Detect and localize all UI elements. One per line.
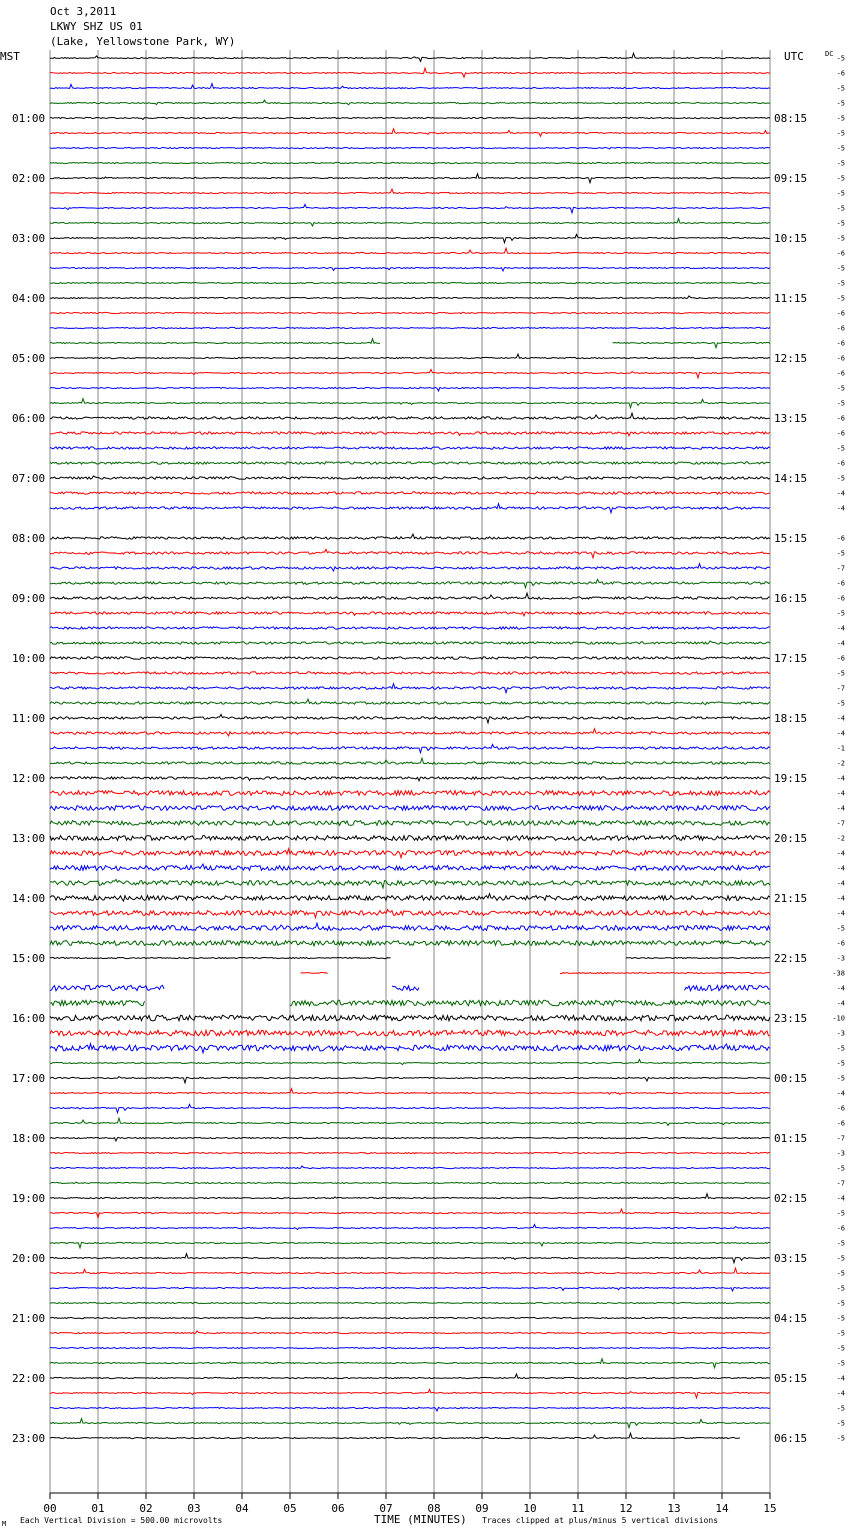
row-offset-label: -6 xyxy=(836,1224,845,1233)
trace-line xyxy=(50,864,770,870)
trace-line xyxy=(50,641,770,644)
x-tick-label: 14 xyxy=(715,1502,729,1515)
row-offset-label: -1 xyxy=(836,744,845,753)
row-offset-label: -5 xyxy=(836,609,845,618)
trace-line xyxy=(50,462,770,464)
utc-hour-label: 00:15 xyxy=(774,1072,808,1085)
row-offset-label: -4 xyxy=(836,774,845,783)
row-offset-label: -6 xyxy=(836,69,845,78)
trace-line xyxy=(50,447,770,449)
x-tick-label: 07 xyxy=(379,1502,393,1515)
mst-hour-label: 07:00 xyxy=(12,472,46,485)
row-offset-label: -5 xyxy=(836,129,845,138)
trace-line xyxy=(50,836,770,841)
trace-line xyxy=(301,972,771,973)
row-offset-label: -4 xyxy=(836,729,845,738)
trace-line xyxy=(50,549,770,558)
utc-hour-label: 13:15 xyxy=(774,412,808,425)
row-offset-label: -5 xyxy=(836,234,845,243)
row-offset-label: -4 xyxy=(836,894,845,903)
row-offset-label: -7 xyxy=(836,564,845,573)
row-offset-label: -5 xyxy=(836,384,845,393)
trace-line xyxy=(50,282,770,283)
row-offset-label: -6 xyxy=(836,579,845,588)
row-offset-label: -5 xyxy=(836,1254,845,1263)
row-offset-label: -5 xyxy=(836,1329,845,1338)
row-offset-label: -5 xyxy=(836,1359,845,1368)
trace-line xyxy=(50,923,770,930)
utc-hour-label: 17:15 xyxy=(774,652,808,665)
row-offset-label: -5 xyxy=(836,1419,845,1428)
trace-line xyxy=(50,849,770,858)
trace-line xyxy=(50,1000,770,1006)
row-offset-label: -5 xyxy=(836,1284,845,1293)
row-offset-label: -38 xyxy=(832,969,845,978)
trace-line xyxy=(50,1317,770,1318)
utc-hour-label: 12:15 xyxy=(774,352,808,365)
trace-line xyxy=(50,476,770,479)
trace-line xyxy=(50,1347,770,1348)
row-offset-label: -7 xyxy=(836,819,845,828)
trace-line xyxy=(50,612,770,616)
x-tick-label: 08 xyxy=(427,1502,441,1515)
row-offset-label: -5 xyxy=(836,549,845,558)
row-offset-label: -10 xyxy=(832,1014,845,1023)
utc-hour-label: 10:15 xyxy=(774,232,808,245)
mst-hour-label: 16:00 xyxy=(12,1012,46,1025)
row-offset-label: -5 xyxy=(836,84,845,93)
trace-line xyxy=(50,672,770,674)
row-offset-label: -5 xyxy=(836,144,845,153)
trace-line xyxy=(50,413,770,419)
utc-hour-label: 19:15 xyxy=(774,772,808,785)
utc-hour-label: 23:15 xyxy=(774,1012,808,1025)
trace-line xyxy=(50,1166,770,1169)
scale-note: Each Vertical Division = 500.00 microvolts xyxy=(20,1516,223,1525)
trace-line xyxy=(50,1044,770,1053)
trace-line xyxy=(50,657,770,659)
trace-line xyxy=(50,1077,770,1083)
trace-line xyxy=(50,714,770,723)
mst-label: MST xyxy=(0,50,20,63)
trace-line xyxy=(50,879,770,888)
axis-labels xyxy=(12,55,845,1516)
trace-line xyxy=(50,777,770,781)
trace-line xyxy=(50,1104,770,1112)
utc-hour-label: 02:15 xyxy=(774,1192,808,1205)
trace-line xyxy=(50,744,770,752)
row-offset-label: -5 xyxy=(836,474,845,483)
trace-line xyxy=(50,1015,770,1021)
row-offset-label: -4 xyxy=(836,789,845,798)
trace-line xyxy=(50,1118,770,1125)
row-offset-label: -5 xyxy=(836,1209,845,1218)
trace-line xyxy=(50,100,770,105)
trace-line xyxy=(50,699,770,705)
row-offset-label: -5 xyxy=(836,294,845,303)
row-offset-label: -5 xyxy=(836,99,845,108)
mst-hour-label: 02:00 xyxy=(12,172,46,185)
x-axis-title: TIME (MINUTES) xyxy=(374,1513,467,1526)
row-offset-label: -5 xyxy=(836,1044,845,1053)
row-offset-label: -6 xyxy=(836,429,845,438)
row-offset-label: -6 xyxy=(836,534,845,543)
mst-hour-label: 10:00 xyxy=(12,652,46,665)
row-offset-label: -4 xyxy=(836,864,845,873)
trace-line xyxy=(50,791,770,796)
trace-line xyxy=(50,129,770,137)
row-offset-label: -7 xyxy=(836,1134,845,1143)
row-offset-label: -5 xyxy=(836,399,845,408)
traces xyxy=(50,53,770,1439)
trace-line xyxy=(50,296,770,299)
trace-line xyxy=(50,1059,770,1064)
row-offset-label: -5 xyxy=(836,699,845,708)
x-tick-label: 09 xyxy=(475,1502,489,1515)
mst-hour-label: 17:00 xyxy=(12,1072,46,1085)
trace-line xyxy=(50,1152,770,1153)
utc-hour-label: 14:15 xyxy=(774,472,808,485)
row-offset-label: -2 xyxy=(836,834,845,843)
utc-hour-label: 01:15 xyxy=(774,1132,808,1145)
row-offset-label: -5 xyxy=(836,444,845,453)
mst-hour-label: 18:00 xyxy=(12,1132,46,1145)
row-offset-label: -4 xyxy=(836,804,845,813)
trace-line xyxy=(50,312,770,313)
trace-line xyxy=(50,1302,770,1303)
row-offset-label: -6 xyxy=(836,309,845,318)
trace-line xyxy=(50,327,770,329)
trace-line xyxy=(50,219,770,226)
mst-hour-label: 06:00 xyxy=(12,412,46,425)
trace-line xyxy=(50,1359,770,1368)
corner-mark: M xyxy=(2,1520,7,1528)
trace-line xyxy=(50,729,770,736)
row-offset-label: -5 xyxy=(836,54,845,63)
utc-hour-label: 20:15 xyxy=(774,832,808,845)
utc-hour-label: 08:15 xyxy=(774,112,808,125)
row-offset-label: -5 xyxy=(836,189,845,198)
mst-hour-label: 03:00 xyxy=(12,232,46,245)
row-offset-label: -7 xyxy=(836,1179,845,1188)
mst-hour-label: 09:00 xyxy=(12,592,46,605)
trace-line xyxy=(50,1419,770,1428)
utc-hour-label: 18:15 xyxy=(774,712,808,725)
mst-hour-label: 11:00 xyxy=(12,712,46,725)
trace-line xyxy=(50,162,770,163)
mst-hour-label: 20:00 xyxy=(12,1252,46,1265)
trace-line xyxy=(50,1089,770,1095)
dc-label: DC xyxy=(825,50,834,58)
trace-line xyxy=(50,1209,770,1218)
trace-line xyxy=(50,147,770,149)
row-offset-label: -4 xyxy=(836,624,845,633)
trace-line xyxy=(50,339,770,348)
x-tick-label: 12 xyxy=(619,1502,633,1515)
trace-line xyxy=(50,941,770,946)
row-offset-label: -4 xyxy=(836,504,845,513)
trace-line xyxy=(50,909,770,917)
trace-line xyxy=(50,806,770,811)
row-offset-label: -5 xyxy=(836,174,845,183)
x-tick-label: 02 xyxy=(139,1502,153,1515)
trace-line xyxy=(50,593,770,599)
x-tick-label: 06 xyxy=(331,1502,345,1515)
utc-hour-label: 22:15 xyxy=(774,952,808,965)
trace-line xyxy=(50,534,770,539)
mst-hour-label: 21:00 xyxy=(12,1312,46,1325)
row-offset-label: -4 xyxy=(836,1089,845,1098)
clip-note: Traces clipped at plus/minus 5 vertical divisions xyxy=(482,1516,719,1525)
row-offset-label: -6 xyxy=(836,354,845,363)
trace-line xyxy=(50,1287,770,1291)
row-offset-label: -4 xyxy=(836,489,845,498)
trace-line xyxy=(50,1254,770,1263)
trace-line xyxy=(50,399,770,408)
row-offset-label: -6 xyxy=(836,1104,845,1113)
trace-line xyxy=(50,758,770,764)
row-offset-label: -6 xyxy=(836,324,845,333)
mst-hour-label: 22:00 xyxy=(12,1372,46,1385)
row-offset-label: -5 xyxy=(836,114,845,123)
trace-line xyxy=(50,985,770,991)
utc-hour-label: 16:15 xyxy=(774,592,808,605)
mst-hour-label: 08:00 xyxy=(12,532,46,545)
trace-line xyxy=(50,684,770,693)
utc-hour-label: 03:15 xyxy=(774,1252,808,1265)
mst-hour-label: 23:00 xyxy=(12,1432,46,1445)
trace-line xyxy=(50,1268,770,1273)
row-offset-label: -6 xyxy=(836,939,845,948)
row-offset-label: -5 xyxy=(836,1074,845,1083)
row-offset-label: -5 xyxy=(836,1059,845,1068)
trace-line xyxy=(50,564,770,571)
trace-line xyxy=(50,68,770,77)
mst-hour-label: 14:00 xyxy=(12,892,46,905)
row-offset-label: -6 xyxy=(836,369,845,378)
mst-hour-label: 15:00 xyxy=(12,952,46,965)
trace-line xyxy=(50,1374,770,1379)
row-offset-label: -6 xyxy=(836,414,845,423)
trace-line xyxy=(50,1331,770,1334)
x-tick-label: 15 xyxy=(763,1502,777,1515)
row-offset-label: -3 xyxy=(836,954,845,963)
trace-line xyxy=(50,492,770,494)
trace-line xyxy=(50,84,770,89)
row-offset-label: -5 xyxy=(836,1239,845,1248)
row-offset-label: -5 xyxy=(836,264,845,273)
mst-hour-label: 12:00 xyxy=(12,772,46,785)
row-offset-label: -4 xyxy=(836,909,845,918)
row-offset-label: -5 xyxy=(836,1344,845,1353)
row-offset-label: -6 xyxy=(836,459,845,468)
trace-line xyxy=(50,1242,770,1248)
trace-line xyxy=(50,579,770,587)
row-offset-label: -4 xyxy=(836,999,845,1008)
row-offset-label: -4 xyxy=(836,1389,845,1398)
mst-hour-label: 13:00 xyxy=(12,832,46,845)
trace-line xyxy=(50,234,770,242)
trace-line xyxy=(50,248,770,253)
row-offset-label: -4 xyxy=(836,849,845,858)
trace-line xyxy=(50,1182,770,1183)
row-offset-label: -5 xyxy=(836,669,845,678)
row-offset-label: -5 xyxy=(836,159,845,168)
plot-station: LKWY SHZ US 01 xyxy=(50,20,143,33)
utc-label: UTC xyxy=(784,50,804,63)
trace-line xyxy=(50,1137,770,1141)
trace-line xyxy=(50,957,770,958)
trace-line xyxy=(50,894,770,901)
row-offset-label: -5 xyxy=(836,1404,845,1413)
trace-line xyxy=(50,174,770,183)
mst-hour-label: 19:00 xyxy=(12,1192,46,1205)
utc-hour-label: 15:15 xyxy=(774,532,808,545)
trace-line xyxy=(50,53,770,61)
x-tick-label: 13 xyxy=(667,1502,681,1515)
row-offset-label: -5 xyxy=(836,924,845,933)
trace-line xyxy=(50,1433,770,1438)
trace-line xyxy=(50,354,770,359)
utc-hour-label: 11:15 xyxy=(774,292,808,305)
row-offset-label: -5 xyxy=(836,219,845,228)
row-offset-label: -5 xyxy=(836,1269,845,1278)
plot-date: Oct 3,2011 xyxy=(50,5,117,18)
trace-line xyxy=(50,1194,770,1199)
row-offset-label: -6 xyxy=(836,654,845,663)
row-offset-label: -5 xyxy=(836,279,845,288)
row-offset-label: -4 xyxy=(836,1374,845,1383)
x-tick-label: 01 xyxy=(91,1502,105,1515)
mst-hour-label: 05:00 xyxy=(12,352,46,365)
trace-line xyxy=(50,1389,770,1398)
x-tick-label: 04 xyxy=(235,1502,249,1515)
row-offset-label: -4 xyxy=(836,1194,845,1203)
row-offset-label: -6 xyxy=(836,249,845,258)
x-tick-label: 10 xyxy=(523,1502,537,1515)
row-offset-label: -4 xyxy=(836,639,845,648)
row-offset-label: -3 xyxy=(836,1029,845,1038)
trace-line xyxy=(50,1030,770,1036)
utc-hour-label: 06:15 xyxy=(774,1432,808,1445)
trace-line xyxy=(50,267,770,271)
row-offset-label: -3 xyxy=(836,1149,845,1158)
plot-location: (Lake, Yellowstone Park, WY) xyxy=(50,35,236,48)
row-offset-label: -4 xyxy=(836,879,845,888)
trace-line xyxy=(50,1407,770,1411)
trace-line xyxy=(50,189,770,194)
trace-line xyxy=(50,627,770,629)
trace-line xyxy=(50,117,770,119)
row-offset-label: -6 xyxy=(836,339,845,348)
trace-line xyxy=(50,1224,770,1229)
row-offset-label: -7 xyxy=(836,684,845,693)
row-offset-label: -5 xyxy=(836,1314,845,1323)
row-offset-label: -2 xyxy=(836,759,845,768)
x-tick-label: 11 xyxy=(571,1502,585,1515)
utc-hour-label: 21:15 xyxy=(774,892,808,905)
trace-line xyxy=(50,387,770,391)
trace-line xyxy=(50,432,770,436)
row-offset-label: -4 xyxy=(836,714,845,723)
utc-hour-label: 05:15 xyxy=(774,1372,808,1385)
utc-hour-label: 04:15 xyxy=(774,1312,808,1325)
row-offset-label: -5 xyxy=(836,1434,845,1443)
trace-line xyxy=(50,821,770,826)
mst-hour-label: 01:00 xyxy=(12,112,46,125)
row-offset-label: -6 xyxy=(836,1119,845,1128)
utc-hour-label: 09:15 xyxy=(774,172,808,185)
row-offset-label: -4 xyxy=(836,984,845,993)
mst-hour-label: 04:00 xyxy=(12,292,46,305)
trace-line xyxy=(50,369,770,378)
x-tick-label: 05 xyxy=(283,1502,297,1515)
x-tick-label: 03 xyxy=(187,1502,201,1515)
trace-line xyxy=(50,504,770,513)
row-offset-label: -5 xyxy=(836,1299,845,1308)
trace-line xyxy=(50,204,770,213)
row-offset-label: -5 xyxy=(836,1164,845,1173)
row-offset-label: -5 xyxy=(836,204,845,213)
row-offset-label: -6 xyxy=(836,594,845,603)
x-tick-label: 00 xyxy=(43,1502,57,1515)
